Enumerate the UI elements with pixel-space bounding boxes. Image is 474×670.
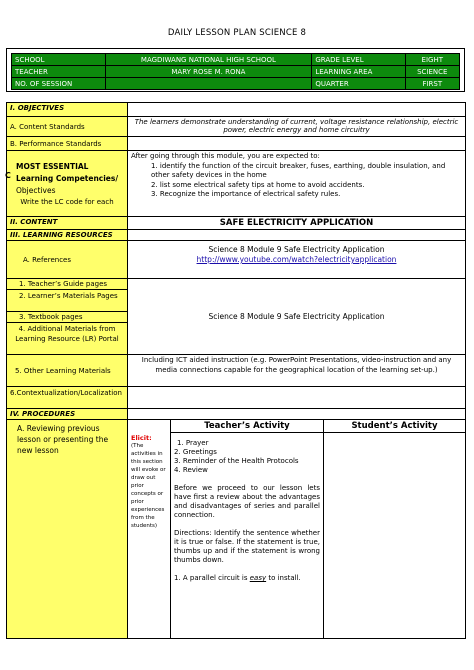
references-label: A. References: [7, 241, 128, 279]
competency-item: 2. list some electrical safety tips at home to avoid accidents.: [151, 180, 365, 189]
header-row: [12, 66, 460, 78]
teacher-review-paragraph: Before we proceed to our lesson lets have first a review about the advantages and disadvantages of series and parallel connection.: [174, 484, 320, 519]
competencies-label: [7, 151, 128, 217]
competency-item: 1. identify the function of the circuit breaker, fuses, earthing, double insulation, and other safety devices in the home: [151, 161, 446, 179]
reviewing-text: A. Reviewing previous lesson or presenting the new lesson: [17, 424, 109, 455]
resources-empty-cell: [128, 230, 466, 241]
student-column: [324, 420, 465, 638]
teacher-label: TEACHER: [12, 66, 106, 78]
competencies-intro: After going through this module, you are expected to:: [131, 152, 320, 160]
content-title: SAFE ELECTRICITY APPLICATION: [128, 217, 466, 230]
objectives-empty-cell: [128, 103, 466, 117]
elicit-column: [128, 420, 171, 638]
teacher-column: [171, 420, 324, 638]
school-info-table: [11, 53, 460, 90]
lesson-plan-table: [6, 102, 466, 639]
question-text: 1. A parallel circuit is: [174, 574, 250, 582]
teacher-list-item: 1. Prayer: [177, 439, 209, 447]
question-text-end: to install.: [266, 574, 301, 582]
grade-level-label: GRADE LEVEL: [312, 54, 405, 66]
elicit-note: (The activities in this section will evoke or draw out prior concepts or prior experiences from the students): [131, 443, 166, 529]
question-emphasis: easy: [249, 574, 267, 582]
contextualization-label: 6.Contextualization/Localization: [7, 387, 128, 409]
learners-materials-label: 2. Learner’s Materials Pages: [7, 290, 128, 312]
content-standards-label: A. Content Standards: [7, 117, 128, 137]
school-label: SCHOOL: [12, 54, 106, 66]
resources-heading: III. LEARNING RESOURCES: [7, 230, 128, 241]
header-box: [6, 48, 465, 92]
competencies-prefix: C: [5, 171, 11, 180]
activity-cell: [128, 420, 466, 639]
content-standards-text: The learners demonstrate understanding of current, voltage resistance relationship, electric power, electric energy and home circuitry: [128, 117, 466, 137]
learning-area-value: SCIENCE: [405, 66, 459, 78]
competencies-suffix: Objectives: [16, 186, 56, 195]
content-heading: II. CONTENT: [7, 217, 128, 230]
performance-standards-cell: [128, 137, 466, 151]
references-cell: [128, 241, 466, 279]
performance-standards-label: B. Performance Standards: [7, 137, 128, 151]
teacher-activity-header: Teacher’s Activity: [171, 420, 323, 433]
teacher-list-item: 4. Review: [174, 466, 208, 474]
teacher-list-item: 2. Greetings: [174, 448, 217, 456]
learning-area-label: LEARNING AREA: [312, 66, 405, 78]
student-activity-header: Student’s Activity: [324, 420, 465, 433]
competencies-text: [128, 151, 466, 217]
procedures-heading: IV. PROCEDURES: [7, 409, 128, 420]
teacher-list-item: 3. Reminder of the Health Protocols: [174, 457, 299, 465]
textbook-label: 3. Textbook pages: [7, 312, 128, 323]
quarter-label: QUARTER: [312, 78, 405, 90]
sessions-value: [105, 78, 312, 90]
competencies-title: MOST ESSENTIAL Learning Competencies/: [16, 162, 119, 183]
additional-materials-label: 4. Additional Materials from Learning Resource (LR) Portal: [7, 323, 128, 355]
elicit-label: Elicit:: [131, 434, 152, 442]
competencies-instruction: Write the LC code for each: [20, 198, 114, 206]
reviewing-label: [7, 420, 128, 639]
contextualization-cell: [128, 387, 466, 409]
school-value: MAGDIWANG NATIONAL HIGH SCHOOL: [105, 54, 312, 66]
references-text: Science 8 Module 9 Safe Electricity Application: [208, 245, 385, 254]
references-link[interactable]: http://www.youtube.com/watch?electricityapplication: [196, 255, 397, 264]
teachers-guide-label: 1. Teacher’s Guide pages: [7, 279, 128, 290]
competency-item: 3. Recognize the importance of electrical safety rules.: [151, 190, 341, 198]
header-row: [12, 78, 460, 90]
document-title: DAILY LESSON PLAN SCIENCE 8: [167, 28, 307, 38]
sessions-label: NO. OF SESSION: [12, 78, 106, 90]
other-materials-text: Including ICT aided instruction (e.g. PowerPoint Presentations, video-instruction and any media connections capable for the geographical location of the learning set-up.): [128, 355, 466, 387]
objectives-heading: I. OBJECTIVES: [7, 103, 128, 117]
teacher-directions-paragraph: Directions: Identify the sentence whether it is true or false. If the statement is true, thumbs up and if the statement is wrong thumbs down.: [174, 529, 320, 564]
other-materials-label: 5. Other Learning Materials: [7, 355, 128, 387]
teacher-question-1: [174, 574, 320, 583]
header-row: [12, 54, 460, 66]
teacher-value: MARY ROSE M. RONA: [105, 66, 312, 78]
lr-portal-text: Science 8 Module 9 Safe Electricity Application: [128, 279, 466, 355]
procedures-empty-cell: [128, 409, 466, 420]
quarter-value: FIRST: [405, 78, 459, 90]
grade-level-value: EIGHT: [405, 54, 459, 66]
